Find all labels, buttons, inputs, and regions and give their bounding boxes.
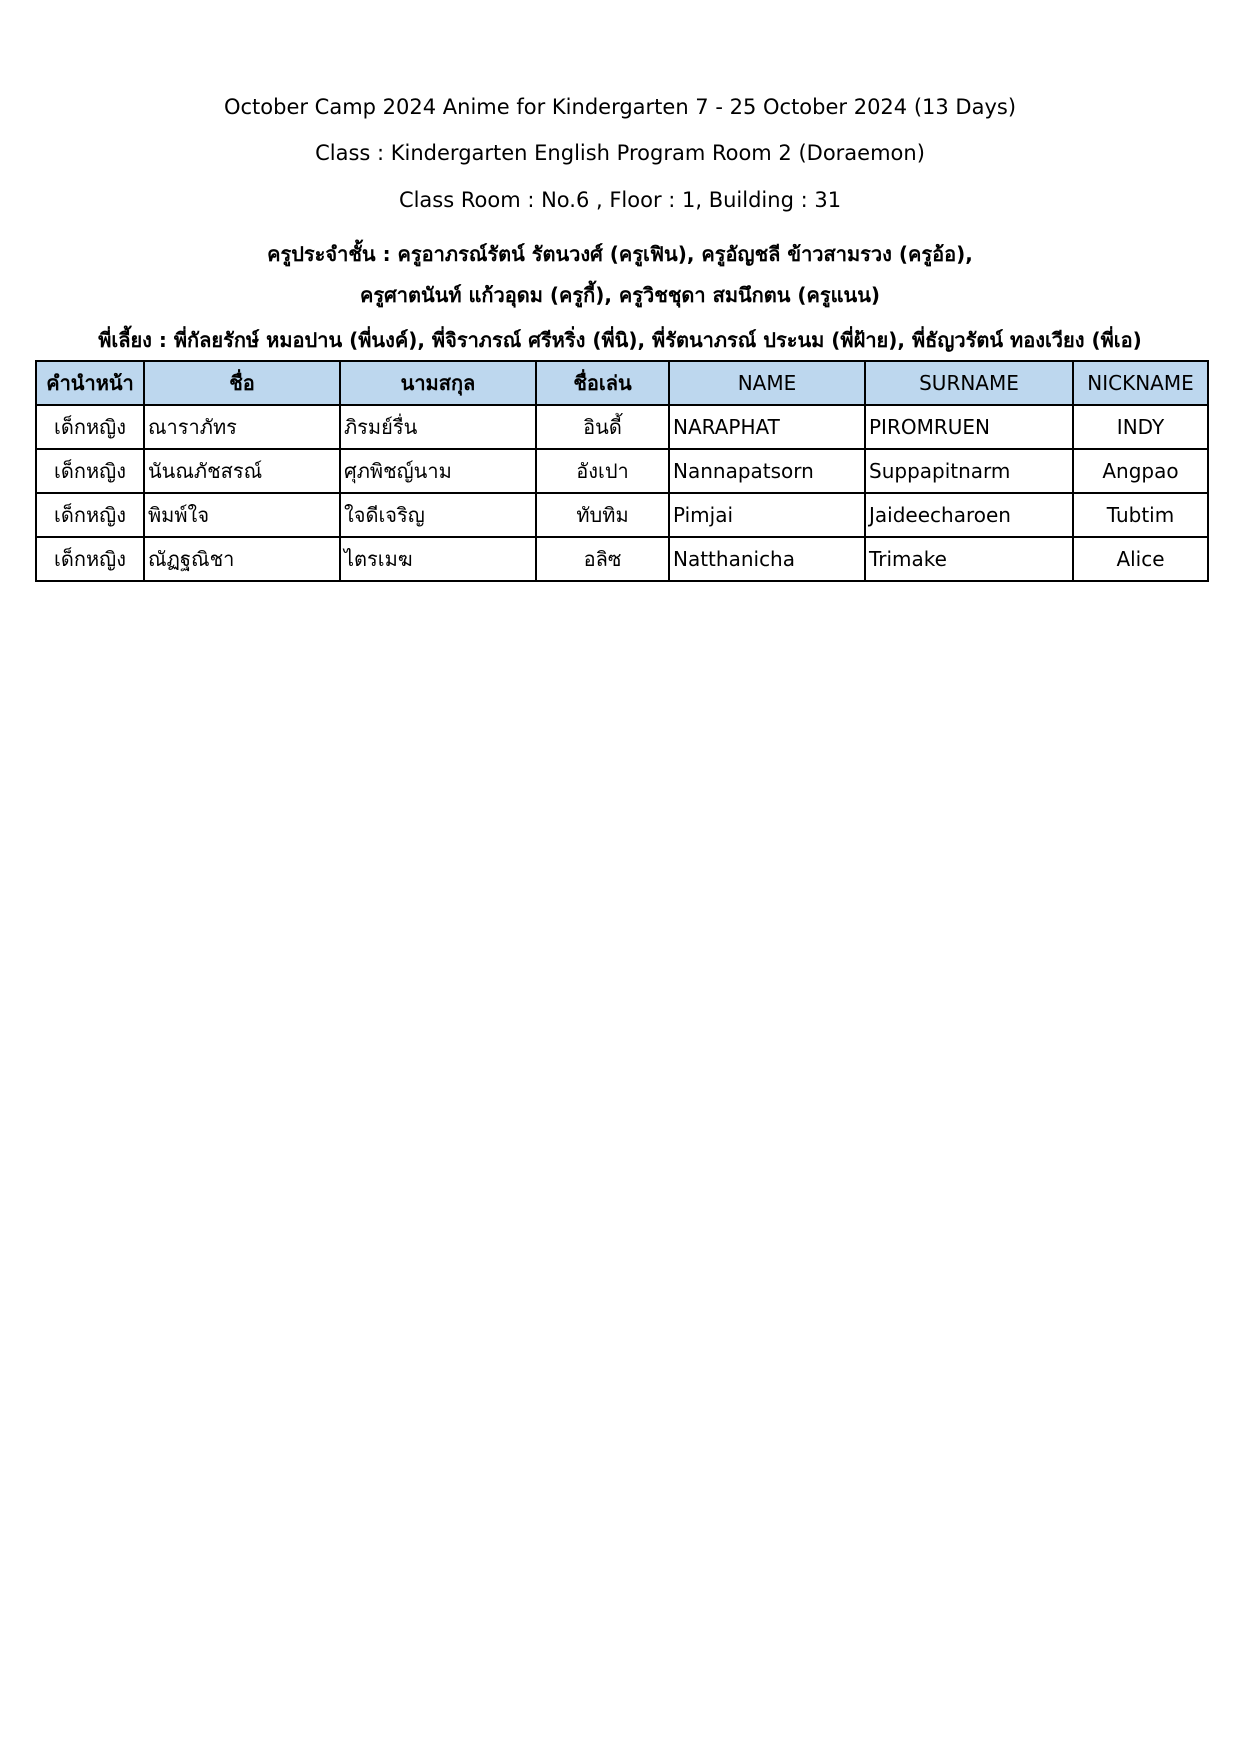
header-surname-english: SURNAME: [865, 361, 1073, 405]
table-row: [36, 493, 1208, 537]
homeroom-teachers-line-2: ครูศาตนันท์ แก้วอุดม (ครูกี้), ครูวิชชุดา สมนึกตน (ครูแนน): [359, 283, 881, 307]
cell-surname-thai: ไตรเมฆ: [340, 537, 536, 581]
cell-name-english: Pimjai: [669, 493, 865, 537]
cell-surname-english: PIROMRUEN: [865, 405, 1073, 449]
header-first-name-thai: ชื่อ: [144, 361, 340, 405]
cell-title: เด็กหญิง: [36, 537, 144, 581]
table-row: [36, 449, 1208, 493]
student-roster-table: [35, 360, 1209, 582]
cell-name-english: Natthanicha: [669, 537, 865, 581]
cell-surname-thai: ใจดีเจริญ: [340, 493, 536, 537]
cell-surname-english: Trimake: [865, 537, 1073, 581]
table-row: [36, 537, 1208, 581]
cell-surname-thai: ศุภพิชญ์นาม: [340, 449, 536, 493]
cell-nickname-english: Tubtim: [1073, 493, 1208, 537]
classroom-line: Class Room : No.6 , Floor : 1, Building : 31: [398, 188, 842, 212]
cell-name-english: NARAPHAT: [669, 405, 865, 449]
cell-surname-english: Suppapitnarm: [865, 449, 1073, 493]
homeroom-teachers-line-1: ครูประจำชั้น : ครูอาภรณ์รัตน์ รัตนวงศ์ (ครูเฟิน), ครูอัญชลี ข้าวสามรวง (ครูอ้อ),: [267, 242, 973, 266]
cell-nickname-english: INDY: [1073, 405, 1208, 449]
cell-title: เด็กหญิง: [36, 405, 144, 449]
cell-surname-thai: ภิรมย์รื่น: [340, 405, 536, 449]
table-row: [36, 405, 1208, 449]
cell-nickname-english: Angpao: [1073, 449, 1208, 493]
cell-nickname-thai: อินดี้: [536, 405, 669, 449]
header-nickname-thai: ชื่อเล่น: [536, 361, 669, 405]
header-surname-thai: นามสกุล: [340, 361, 536, 405]
header-nickname-english: NICKNAME: [1073, 361, 1208, 405]
cell-nickname-thai: อังเปา: [536, 449, 669, 493]
cell-name-english: Nannapatsorn: [669, 449, 865, 493]
header-title: คำนำหน้า: [36, 361, 144, 405]
cell-first-name-thai: นันณภัชสรณ์: [144, 449, 340, 493]
cell-first-name-thai: ณาราภัทร: [144, 405, 340, 449]
cell-nickname-english: Alice: [1073, 537, 1208, 581]
cell-nickname-thai: ทับทิม: [536, 493, 669, 537]
table-header-row: [36, 361, 1208, 405]
cell-first-name-thai: ณัฏฐณิชา: [144, 537, 340, 581]
cell-title: เด็กหญิง: [36, 449, 144, 493]
document-title: October Camp 2024 Anime for Kindergarten 7 - 25 October 2024 (13 Days): [223, 95, 1017, 119]
cell-nickname-thai: อลิซ: [536, 537, 669, 581]
header-name-english: NAME: [669, 361, 865, 405]
cell-surname-english: Jaideecharoen: [865, 493, 1073, 537]
cell-first-name-thai: พิมพ์ใจ: [144, 493, 340, 537]
cell-title: เด็กหญิง: [36, 493, 144, 537]
caretakers-line: พี่เลี้ยง : พี่กัลยรักษ์ หมอปาน (พี่นงค์), พี่จิราภรณ์ ศรีหริ่ง (พี่นิ), พี่รัตนาภรณ์ ประนม (พี่ฝ้าย), พี่ธัญวรัตน์ ทองเวียง (พี่เอ): [98, 328, 1142, 352]
class-line: Class : Kindergarten English Program Room 2 (Doraemon): [315, 141, 925, 165]
